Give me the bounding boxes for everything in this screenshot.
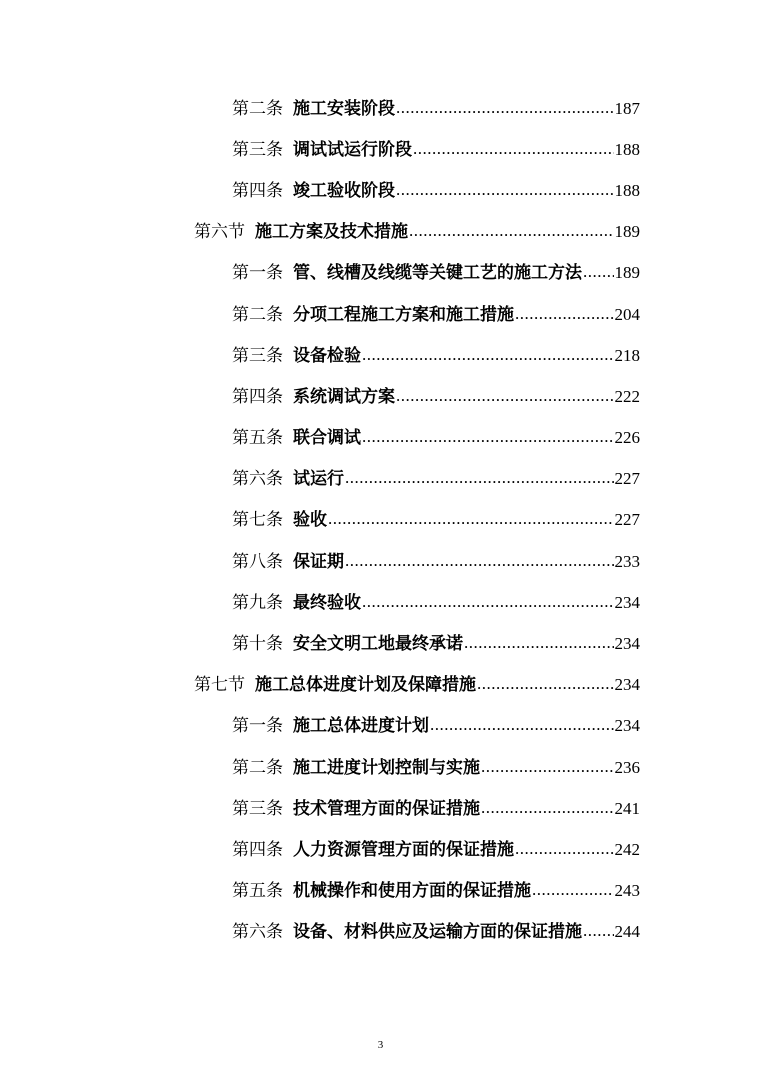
dot-leader	[481, 798, 614, 818]
toc-entry-page: 233	[614, 551, 640, 571]
dot-leader	[396, 386, 614, 406]
dot-leader	[532, 880, 614, 900]
toc-entry-title: 系统调试方案	[293, 386, 395, 407]
toc-entry-title: 试运行	[293, 469, 344, 490]
toc-entry-title: 竣工验收阶段	[293, 180, 395, 201]
dot-leader	[583, 921, 614, 941]
toc-entry-title: 验收	[293, 510, 327, 531]
toc-entry[interactable]	[0, 788, 761, 829]
dot-leader	[515, 839, 614, 859]
dot-leader	[413, 139, 614, 159]
dot-leader	[464, 633, 614, 653]
toc-entry[interactable]	[0, 376, 761, 417]
toc-entry[interactable]	[0, 335, 761, 376]
toc-entry-title: 最终验收	[293, 592, 361, 613]
dot-leader	[583, 262, 614, 282]
toc-entry-number: 第五条	[232, 881, 283, 902]
dot-leader	[477, 674, 614, 694]
toc-entry-title: 人力资源管理方面的保证措施	[293, 839, 514, 860]
toc-entry-page: 188	[614, 180, 640, 200]
toc-entry-number: 第二条	[232, 757, 283, 778]
toc-entry-title: 设备检验	[293, 345, 361, 366]
toc-entry-title: 技术管理方面的保证措施	[293, 798, 480, 819]
dot-leader	[396, 98, 614, 118]
dot-leader	[430, 715, 614, 735]
toc-entry[interactable]	[0, 500, 761, 541]
toc-entry-page: 189	[614, 222, 640, 242]
toc-entry-page: 244	[614, 922, 640, 942]
toc-entry-page: 227	[614, 469, 640, 489]
toc-entry-title: 调试试运行阶段	[293, 139, 412, 160]
page-number: 3	[377, 1039, 384, 1051]
dot-leader	[362, 345, 614, 365]
toc-entry-number: 第四条	[232, 180, 283, 201]
toc-entry-page: 236	[614, 757, 640, 777]
toc-entry[interactable]	[0, 912, 761, 953]
toc-entry-title: 施工总体进度计划	[293, 716, 429, 737]
toc-entry-page: 242	[614, 839, 640, 859]
toc-entry-title: 施工安装阶段	[293, 98, 395, 119]
toc-entry-number: 第五条	[232, 428, 283, 449]
dot-leader	[345, 551, 614, 571]
dot-leader	[396, 180, 614, 200]
toc-entry[interactable]	[0, 459, 761, 500]
toc-entry-page: 187	[614, 98, 640, 118]
table-of-contents	[0, 88, 761, 953]
toc-entry[interactable]	[0, 88, 761, 129]
dot-leader	[481, 757, 614, 777]
toc-entry-page: 188	[614, 139, 640, 159]
toc-entry-title: 设备、材料供应及运输方面的保证措施	[293, 922, 582, 943]
toc-entry-title: 联合调试	[293, 428, 361, 449]
toc-entry-page: 234	[614, 592, 640, 612]
toc-entry[interactable]	[0, 129, 761, 170]
toc-entry[interactable]	[0, 418, 761, 459]
toc-entry-number: 第四条	[232, 839, 283, 860]
toc-entry-number: 第一条	[232, 716, 283, 737]
dot-leader	[409, 221, 614, 241]
toc-entry[interactable]	[0, 294, 761, 335]
toc-entry-title: 分项工程施工方案和施工措施	[293, 304, 514, 325]
toc-entry-number: 第六条	[232, 469, 283, 490]
toc-entry-number: 第六条	[232, 922, 283, 943]
toc-entry-page: 241	[614, 798, 640, 818]
toc-entry-number: 第七条	[232, 510, 283, 531]
toc-entry-number: 第六节	[194, 222, 245, 243]
toc-entry-title: 管、线槽及线缆等关键工艺的施工方法	[293, 263, 582, 284]
toc-entry-number: 第三条	[232, 345, 283, 366]
toc-entry-page: 227	[614, 510, 640, 530]
toc-entry-title: 施工总体进度计划及保障措施	[255, 675, 476, 696]
toc-entry-page: 234	[614, 675, 640, 695]
dot-leader	[515, 304, 614, 324]
toc-entry-number: 第四条	[232, 386, 283, 407]
toc-entry-page: 226	[614, 428, 640, 448]
dot-leader	[328, 509, 614, 529]
toc-entry-number: 第二条	[232, 98, 283, 119]
toc-entry-number: 第九条	[232, 592, 283, 613]
toc-entry[interactable]	[0, 170, 761, 211]
toc-entry[interactable]	[0, 706, 761, 747]
toc-entry-page: 234	[614, 634, 640, 654]
dot-leader	[362, 427, 614, 447]
toc-entry-number: 第三条	[232, 798, 283, 819]
toc-entry[interactable]	[0, 582, 761, 623]
toc-entry-page: 243	[614, 881, 640, 901]
toc-entry-title: 安全文明工地最终承诺	[293, 634, 463, 655]
toc-entry[interactable]	[0, 623, 761, 664]
toc-entry-page: 222	[614, 386, 640, 406]
toc-entry[interactable]	[0, 541, 761, 582]
toc-entry[interactable]	[0, 747, 761, 788]
toc-entry-page: 218	[614, 345, 640, 365]
toc-entry-title: 施工方案及技术措施	[255, 222, 408, 243]
dot-leader	[345, 468, 614, 488]
toc-entry-title: 施工进度计划控制与实施	[293, 757, 480, 778]
toc-entry-number: 第三条	[232, 139, 283, 160]
toc-section-entry[interactable]	[0, 212, 761, 253]
toc-entry-page: 234	[614, 716, 640, 736]
toc-entry-title: 保证期	[293, 551, 344, 572]
toc-section-entry[interactable]	[0, 665, 761, 706]
toc-entry-number: 第八条	[232, 551, 283, 572]
toc-entry[interactable]	[0, 871, 761, 912]
toc-entry-title: 机械操作和使用方面的保证措施	[293, 881, 531, 902]
dot-leader	[362, 592, 614, 612]
toc-entry[interactable]	[0, 829, 761, 870]
toc-entry-number: 第十条	[232, 634, 283, 655]
toc-entry-number: 第二条	[232, 304, 283, 325]
toc-entry[interactable]	[0, 253, 761, 294]
toc-entry-number: 第一条	[232, 263, 283, 284]
toc-entry-number: 第七节	[194, 675, 245, 696]
toc-entry-page: 204	[614, 304, 640, 324]
toc-entry-page: 189	[614, 263, 640, 283]
